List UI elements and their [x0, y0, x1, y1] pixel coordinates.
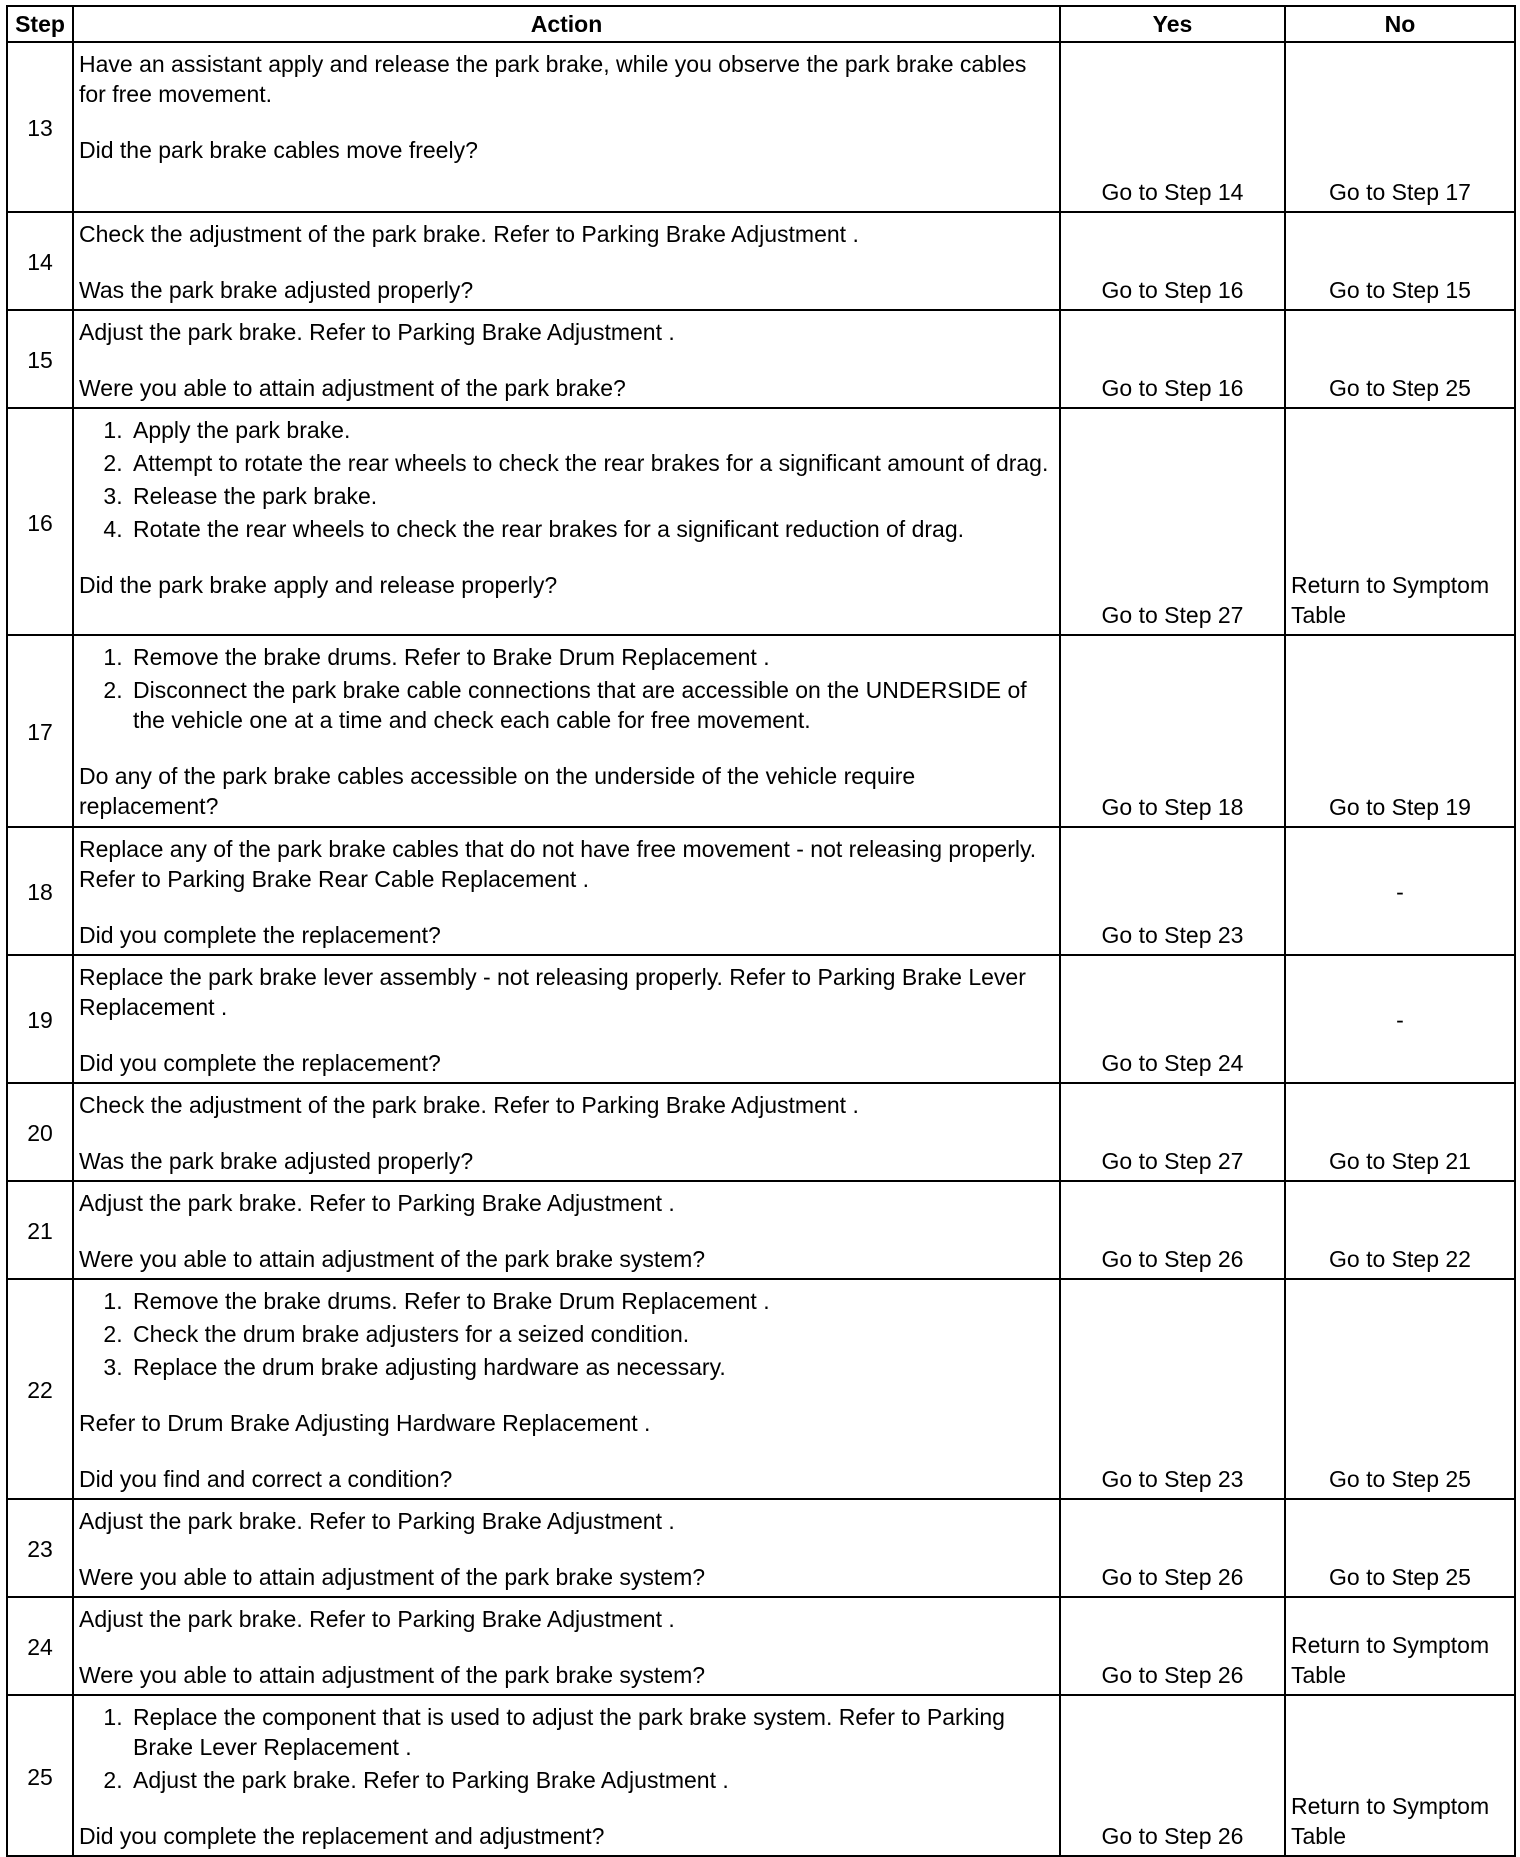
- table-row: [7, 955, 1515, 1083]
- table-row: [7, 1181, 1515, 1279]
- action-question: Did you find and correct a condition?: [79, 1466, 453, 1492]
- no-result: Return to Symptom Table: [1285, 1695, 1515, 1856]
- action-cell: [73, 827, 1060, 955]
- list-item: 1. Remove the brake drums. Refer to Brake Drum Replacement .: [129, 1286, 1054, 1316]
- action-text: Adjust the park brake. Refer to Parking Brake Adjustment .: [79, 319, 675, 345]
- no-result: Return to Symptom Table: [1285, 1597, 1515, 1695]
- action-cell: [73, 1597, 1060, 1695]
- no-result: Go to Step 25: [1285, 1279, 1515, 1499]
- diagnostic-table: [6, 5, 1516, 1857]
- header-yes: Yes: [1060, 6, 1285, 42]
- yes-result: Go to Step 18: [1060, 635, 1285, 827]
- table-row: [7, 1083, 1515, 1181]
- step-number: 22: [7, 1279, 73, 1499]
- step-number: 14: [7, 212, 73, 310]
- list-item: 2. Check the drum brake adjusters for a seized condition.: [129, 1319, 1054, 1349]
- table-row: [7, 408, 1515, 635]
- action-question: Did you complete the replacement?: [79, 922, 441, 948]
- action-cell: [73, 42, 1060, 212]
- yes-result: Go to Step 16: [1060, 212, 1285, 310]
- action-question: Were you able to attain adjustment of the park brake system?: [79, 1246, 706, 1272]
- yes-result: Go to Step 26: [1060, 1695, 1285, 1856]
- step-number: 21: [7, 1181, 73, 1279]
- no-result: Go to Step 22: [1285, 1181, 1515, 1279]
- table-row: [7, 1597, 1515, 1695]
- table-row: [7, 42, 1515, 212]
- yes-result: Go to Step 16: [1060, 310, 1285, 408]
- action-question: Were you able to attain adjustment of the park brake?: [79, 375, 626, 401]
- action-text: Have an assistant apply and release the park brake, while you observe the park brake cables for free movement.: [79, 51, 1027, 107]
- table-row: [7, 212, 1515, 310]
- step-number: 13: [7, 42, 73, 212]
- action-text: Adjust the park brake. Refer to Parking Brake Adjustment .: [79, 1508, 675, 1534]
- yes-result: Go to Step 23: [1060, 827, 1285, 955]
- no-result: Go to Step 17: [1285, 42, 1515, 212]
- action-text: Adjust the park brake. Refer to Parking Brake Adjustment .: [79, 1190, 675, 1216]
- action-cell: [73, 212, 1060, 310]
- action-cell: [73, 1181, 1060, 1279]
- step-number: 17: [7, 635, 73, 827]
- yes-result: Go to Step 26: [1060, 1499, 1285, 1597]
- action-question: Were you able to attain adjustment of the park brake system?: [79, 1564, 706, 1590]
- table-row: [7, 1499, 1515, 1597]
- table-row: [7, 635, 1515, 827]
- action-cell: [73, 635, 1060, 827]
- no-result: Go to Step 25: [1285, 1499, 1515, 1597]
- action-note: Refer to Drum Brake Adjusting Hardware Replacement .: [79, 1410, 651, 1436]
- list-item: 2. Adjust the park brake. Refer to Parking Brake Adjustment .: [129, 1765, 1054, 1795]
- action-text: Replace any of the park brake cables that do not have free movement - not releasing properly. Refer to Parking Brake Rear Cable Replacement .: [79, 836, 1037, 892]
- no-result: -: [1285, 827, 1515, 955]
- action-question: Did you complete the replacement and adjustment?: [79, 1823, 605, 1849]
- table-row: [7, 827, 1515, 955]
- step-number: 24: [7, 1597, 73, 1695]
- action-steps-list: [79, 415, 1054, 544]
- action-question: Do any of the park brake cables accessible on the underside of the vehicle require replacement?: [79, 763, 916, 819]
- action-cell: [73, 310, 1060, 408]
- action-cell: [73, 1279, 1060, 1499]
- action-text: Adjust the park brake. Refer to Parking Brake Adjustment .: [79, 1606, 675, 1632]
- list-item: 4. Rotate the rear wheels to check the rear brakes for a significant reduction of drag.: [129, 514, 1054, 544]
- list-item: 3. Replace the drum brake adjusting hardware as necessary.: [129, 1352, 1054, 1382]
- no-result: Go to Step 21: [1285, 1083, 1515, 1181]
- table-row: [7, 1279, 1515, 1499]
- step-number: 18: [7, 827, 73, 955]
- action-text: Replace the park brake lever assembly - not releasing properly. Refer to Parking Brake Lever Replacement .: [79, 964, 1026, 1020]
- action-question: Was the park brake adjusted properly?: [79, 277, 474, 303]
- step-number: 16: [7, 408, 73, 635]
- header-no: No: [1285, 6, 1515, 42]
- action-question: Did the park brake cables move freely?: [79, 137, 478, 163]
- action-cell: [73, 1695, 1060, 1856]
- header-step: Step: [7, 6, 73, 42]
- no-result: Go to Step 15: [1285, 212, 1515, 310]
- step-number: 20: [7, 1083, 73, 1181]
- action-text: Check the adjustment of the park brake. Refer to Parking Brake Adjustment .: [79, 221, 859, 247]
- action-text: Check the adjustment of the park brake. Refer to Parking Brake Adjustment .: [79, 1092, 859, 1118]
- no-result: Return to Symptom Table: [1285, 408, 1515, 635]
- yes-result: Go to Step 23: [1060, 1279, 1285, 1499]
- action-steps-list: [79, 642, 1054, 735]
- action-cell: [73, 408, 1060, 635]
- yes-result: Go to Step 24: [1060, 955, 1285, 1083]
- no-result: Go to Step 19: [1285, 635, 1515, 827]
- list-item: 1. Replace the component that is used to adjust the park brake system. Refer to Parking Brake Lever Replacement .: [129, 1702, 1054, 1762]
- list-item: 1. Apply the park brake.: [129, 415, 1054, 445]
- step-number: 19: [7, 955, 73, 1083]
- list-item: 2. Disconnect the park brake cable connections that are accessible on the UNDERSIDE of the vehicle one at a time and check each cable for free movement.: [129, 675, 1054, 735]
- table-row: [7, 1695, 1515, 1856]
- action-cell: [73, 1083, 1060, 1181]
- action-question: Did the park brake apply and release properly?: [79, 572, 558, 598]
- no-result: Go to Step 25: [1285, 310, 1515, 408]
- action-cell: [73, 1499, 1060, 1597]
- header-action: Action: [73, 6, 1060, 42]
- step-number: 15: [7, 310, 73, 408]
- yes-result: Go to Step 26: [1060, 1181, 1285, 1279]
- yes-result: Go to Step 26: [1060, 1597, 1285, 1695]
- yes-result: Go to Step 27: [1060, 408, 1285, 635]
- action-steps-list: [79, 1702, 1054, 1795]
- action-question: Was the park brake adjusted properly?: [79, 1148, 474, 1174]
- action-cell: [73, 955, 1060, 1083]
- step-number: 25: [7, 1695, 73, 1856]
- list-item: 2. Attempt to rotate the rear wheels to check the rear brakes for a significant amount of drag.: [129, 448, 1054, 478]
- yes-result: Go to Step 14: [1060, 42, 1285, 212]
- action-question: Did you complete the replacement?: [79, 1050, 441, 1076]
- list-item: 3. Release the park brake.: [129, 481, 1054, 511]
- table-row: [7, 310, 1515, 408]
- no-result: -: [1285, 955, 1515, 1083]
- header-row: [7, 6, 1515, 42]
- action-question: Were you able to attain adjustment of the park brake system?: [79, 1662, 706, 1688]
- list-item: 1. Remove the brake drums. Refer to Brake Drum Replacement .: [129, 642, 1054, 672]
- step-number: 23: [7, 1499, 73, 1597]
- action-steps-list: [79, 1286, 1054, 1382]
- yes-result: Go to Step 27: [1060, 1083, 1285, 1181]
